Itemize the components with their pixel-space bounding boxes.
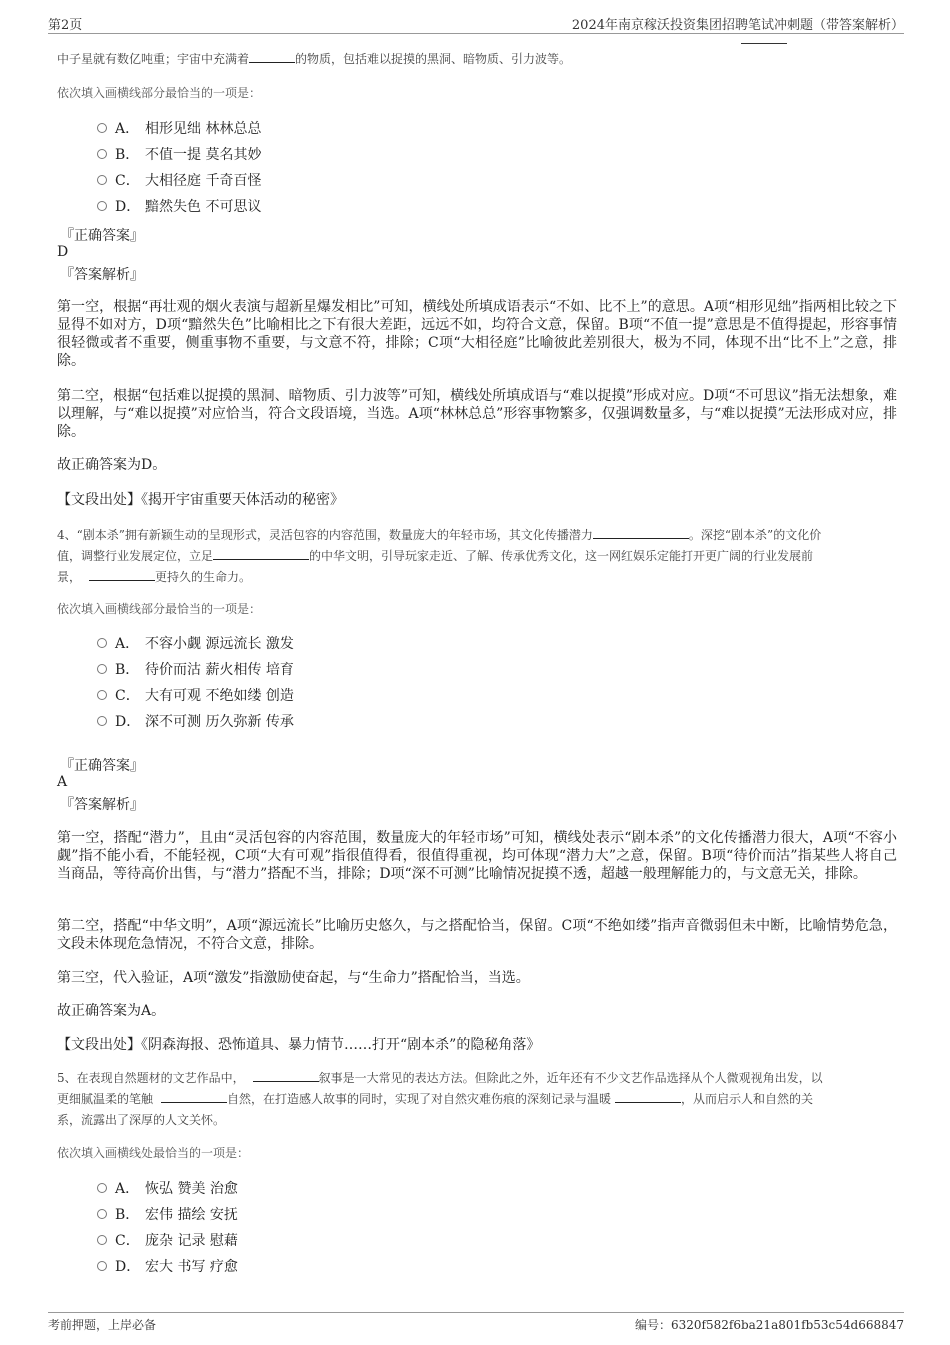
question-text: 中子星就有数亿吨重；宇宙中充满着 (57, 52, 250, 66)
option-text: 恢弘 赞美 治愈 (145, 1181, 238, 1197)
option-text: 庞杂 记录 慰藉 (145, 1233, 238, 1249)
radio-icon[interactable] (97, 1183, 107, 1193)
question-text: 叙事是一大常见的表达方法。但除此之外，近年还有不少文艺作品选择从个人微观视角出发，以 (318, 1071, 823, 1085)
option-text: 宏伟 描绘 安抚 (145, 1207, 238, 1223)
correct-answer-label: 『正确答案』 (60, 758, 144, 774)
question-5-prompt: 依次填入画横线处最恰当的一项是： (57, 1146, 250, 1160)
analysis-paragraph: 第一空，搭配“潜力”，且由“灵活包容的内容范围，数量庞大的年轻市场”可知，横线处表示“剧本杀”的文化传播潜力很大，A项“不容小觑”指不能小看，不能轻视，C项“大有可观”指很值得看，很值得重视，均可体现“潜力大”之意，保留。B项“待价而沽”指某些人将自己当商品，等待高价出售，与“潜力”搭配不当，排除；D项“深不可测”比喻情况捉摸不透，超越一般理解能力的，与文意无关，排除。 (57, 830, 897, 882)
radio-icon[interactable] (97, 1235, 107, 1245)
source-citation: 【文段出处】《揭开宇宙重要天体活动的秘密》 (57, 492, 344, 508)
question-text: 5、在表现自然题材的文艺作品中， (57, 1071, 245, 1085)
option-letter: B． (115, 1207, 140, 1223)
radio-icon[interactable] (97, 1261, 107, 1271)
analysis-label: 『答案解析』 (60, 797, 144, 813)
radio-icon[interactable] (97, 123, 107, 133)
question-4-prompt: 依次填入画横线部分最恰当的一项是： (57, 602, 262, 616)
page-header (48, 14, 904, 34)
option-text: 宏大 书写 疗愈 (145, 1259, 238, 1275)
radio-icon[interactable] (97, 201, 107, 211)
question-text: 值，调整行业发展定位，立足 (57, 549, 214, 563)
question-text: 景， (57, 570, 82, 584)
source-citation: 【文段出处】《阴森海报、恐怖道具、暴力情节……打开“剧本杀”的隐秘角落》 (57, 1037, 541, 1053)
fill-blank (253, 1068, 319, 1082)
option-text: 大相径庭 千奇百怪 (145, 173, 262, 189)
question-4-text (57, 525, 897, 588)
fill-blank (593, 525, 689, 539)
option-b[interactable] (97, 660, 294, 680)
option-text: 黯然失色 不可思议 (145, 199, 262, 215)
option-letter: D． (115, 199, 141, 215)
footer-slogan: 考前押题，上岸必备 (48, 1318, 157, 1332)
analysis-conclusion: 故正确答案为A。 (57, 1003, 166, 1019)
document-id: 编号：6320f582f6ba21a801fb53c54d668847 (635, 1318, 904, 1332)
page-footer (48, 1312, 904, 1334)
option-text: 待价而沽 薪火相传 培育 (145, 662, 294, 678)
question-text: 更持久的生命力。 (155, 570, 252, 584)
document-title: 2024年南京稼沃投资集团招聘笔试冲刺题（带答案解析） (571, 18, 904, 33)
analysis-label: 『答案解析』 (60, 267, 144, 283)
radio-icon[interactable] (97, 690, 107, 700)
analysis-paragraph: 第一空，根据“再壮观的烟火表演与超新星爆发相比”可知，横线处所填成语表示“不如、比不上”的意思。A项“相形见绌”指两相比较之下显得不如对方，D项“黯然失色”比喻相比之下有很大差距，远远不如，均符合文意，保留。B项“不值一提”意思是不值得提起，形容事情很轻微或者不重要，侧重事物不重要，与文意不符，排除；C项“大相径庭”比喻彼此差别很大，极为不同，体现不出“比不上”之意，排除。 (57, 299, 897, 369)
option-letter: B． (115, 147, 140, 163)
question-text: ，从而启示人和自然的关 (681, 1092, 814, 1106)
radio-icon[interactable] (97, 1209, 107, 1219)
option-a[interactable] (97, 119, 261, 139)
question-5-text (57, 1068, 897, 1131)
question-text: 的物质，包括难以捉摸的黑洞、暗物质、引力波等。 (295, 52, 572, 66)
option-letter: C． (115, 1233, 140, 1249)
fill-blank (615, 1089, 681, 1103)
fill-blank (161, 1089, 227, 1103)
analysis-paragraph: 第三空，代入验证，A项“激发”指激励使奋起，与“生命力”搭配恰当，当选。 (57, 970, 530, 986)
correct-answer-label: 『正确答案』 (60, 228, 144, 244)
radio-icon[interactable] (97, 638, 107, 648)
option-letter: B． (115, 662, 140, 678)
option-d[interactable] (97, 1257, 238, 1277)
option-letter: A． (115, 636, 140, 652)
radio-icon[interactable] (97, 664, 107, 674)
option-letter: A． (115, 1181, 140, 1197)
option-letter: C． (115, 173, 140, 189)
option-a[interactable] (97, 634, 294, 654)
question-text: 更细腻温柔的笔触 (57, 1092, 154, 1106)
option-d[interactable] (97, 197, 261, 217)
option-text: 相形见绌 林林总总 (145, 121, 262, 137)
radio-icon[interactable] (97, 716, 107, 726)
option-text: 深不可测 历久弥新 传承 (145, 714, 294, 730)
page-number: 第2页 (48, 18, 83, 33)
question-text: 的中华文明，引导玩家走近、了解、传承优秀文化，这一网红娱乐定能打开更广阔的行业发展前 (309, 549, 814, 563)
option-c[interactable] (97, 686, 294, 706)
fill-blank (89, 567, 155, 581)
correct-answer: A (57, 774, 68, 790)
correct-answer: D (57, 244, 69, 260)
option-d[interactable] (97, 712, 294, 732)
fill-blank (213, 546, 309, 560)
option-letter: C． (115, 688, 140, 704)
question-text: 系，流露出了深厚的人文关怀。 (57, 1113, 226, 1127)
option-a[interactable] (97, 1179, 238, 1199)
question-text: 。深挖“剧本杀”的文化价 (688, 528, 822, 542)
analysis-paragraph: 第二空，搭配“中华文明”，A项“源远流长”比喻历史悠久，与之搭配恰当，保留。C项“不绝如缕”指声音微弱但未中断，比喻情势危急，文段未体现危急情况，不符合文意，排除。 (57, 918, 897, 952)
analysis-conclusion: 故正确答案为D。 (57, 457, 167, 473)
option-b[interactable] (97, 145, 261, 165)
option-c[interactable] (97, 1231, 238, 1251)
option-letter: D． (115, 714, 141, 730)
fill-blank (741, 43, 787, 44)
option-text: 大有可观 不绝如缕 创造 (145, 688, 294, 704)
radio-icon[interactable] (97, 149, 107, 159)
option-b[interactable] (97, 1205, 238, 1225)
fill-blank (249, 49, 295, 63)
radio-icon[interactable] (97, 175, 107, 185)
question-text: 自然，在打造感人故事的同时，实现了对自然灾难伤痕的深刻记录与温暖 (227, 1092, 612, 1106)
question-3-text (57, 49, 897, 70)
question-3-prompt: 依次填入画横线部分最恰当的一项是： (57, 86, 262, 100)
option-letter: A． (115, 121, 140, 137)
option-text: 不值一提 莫名其妙 (145, 147, 262, 163)
option-letter: D． (115, 1259, 141, 1275)
analysis-paragraph: 第二空，根据“包括难以捉摸的黑洞、暗物质、引力波等”可知，横线处所填成语与“难以捉摸”形成对应。D项“不可思议”指无法想象，难以理解，与“难以捉摸”对应恰当，符合文段语境，当选。A项“林林总总”形容事物繁多，仅强调数量多，与“难以捉摸”无法形成对应，排除。 (57, 388, 897, 440)
option-c[interactable] (97, 171, 261, 191)
question-text: 4、“剧本杀”拥有新颖生动的呈现形式，灵活包容的内容范围，数量庞大的年轻市场，其文化传播潜力 (57, 528, 593, 542)
option-text: 不容小觑 源远流长 激发 (145, 636, 294, 652)
